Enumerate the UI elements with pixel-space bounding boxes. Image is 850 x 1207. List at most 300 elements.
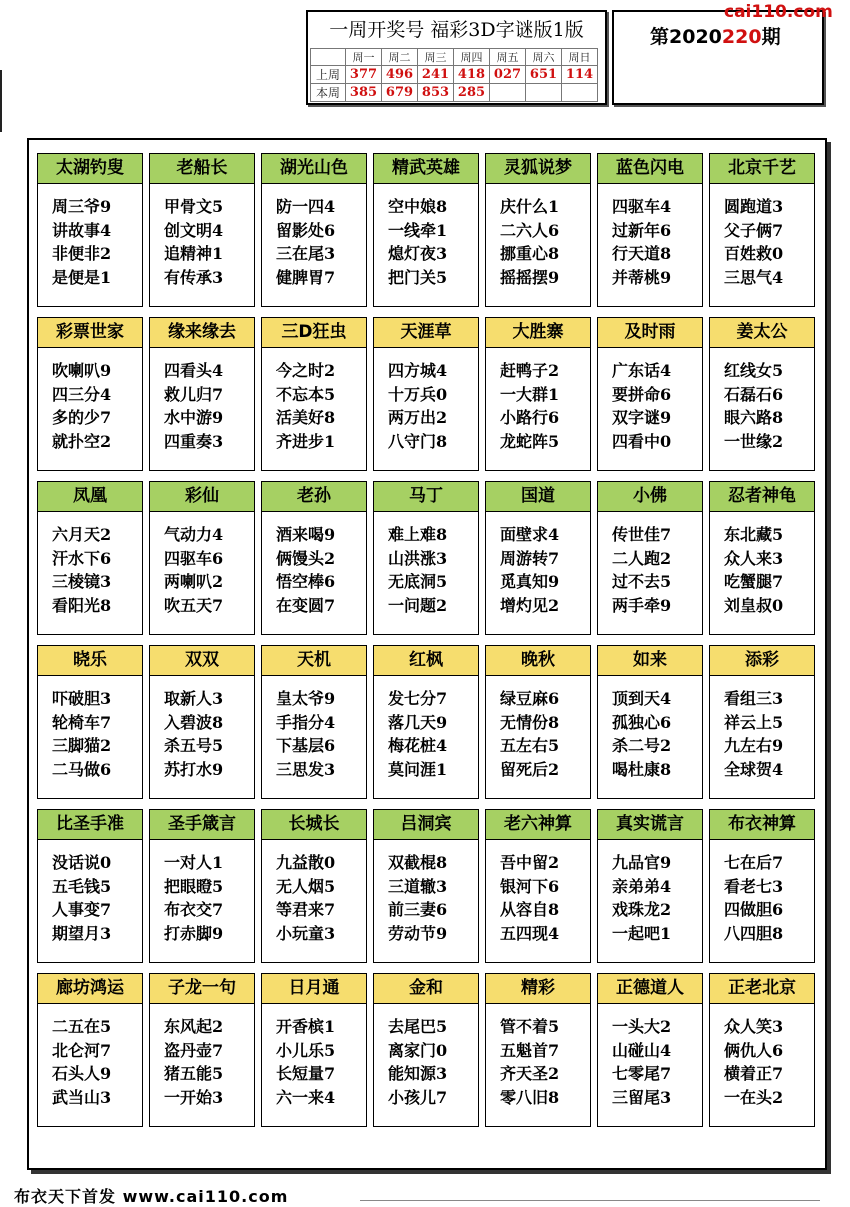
riddle-line: 觅真知9: [500, 572, 560, 591]
issue-number: 第2020220期: [650, 26, 781, 48]
riddle-line: 一问题2: [388, 595, 448, 615]
riddle-cell: [709, 973, 815, 1127]
cell-title: 忍者神龟: [710, 482, 814, 512]
riddle-cell: [149, 153, 255, 307]
riddle-line: 二六人6: [500, 220, 560, 240]
cell-title: 布衣神算: [710, 810, 814, 840]
riddle-line: 两手牵9: [612, 595, 672, 615]
cell-title: 及时雨: [598, 318, 702, 348]
riddle-line: 传世佳7: [612, 525, 672, 544]
cell-title: 湖光山色: [262, 154, 366, 184]
riddle-line: 龙蛇阵5: [500, 431, 560, 451]
riddle-cell: [149, 973, 255, 1127]
riddle-line: 面壁求4: [500, 525, 560, 544]
draw-number: [562, 84, 598, 102]
riddle-line: 长短量7: [276, 1064, 336, 1083]
riddle-cell: [485, 481, 591, 635]
riddle-line: 盗丹壶7: [164, 1040, 224, 1060]
cell-title: 双双: [150, 646, 254, 676]
riddle-line: 五四现4: [500, 923, 560, 943]
riddle-lines: [724, 687, 783, 781]
riddle-line: 一头大2: [612, 1017, 672, 1036]
riddle-line: 吃蟹腿7: [724, 572, 784, 591]
riddle-line: 难上难8: [388, 525, 448, 544]
riddle-cell: [37, 645, 143, 799]
draw-number: 853: [418, 84, 454, 102]
riddle-line: 四三分4: [52, 384, 112, 404]
riddle-cell: [373, 645, 479, 799]
issue-highlight: 220: [721, 26, 762, 48]
day-label: 周二: [382, 49, 418, 66]
draw-number: 285: [454, 84, 490, 102]
riddle-cell: [373, 973, 479, 1127]
riddle-line: 俩馒头2: [276, 548, 336, 568]
riddle-line: 二马做6: [52, 759, 112, 779]
day-label: 周四: [454, 49, 490, 66]
riddle-line: 入碧波8: [164, 712, 224, 732]
riddle-line: 酒来喝9: [276, 525, 336, 544]
cell-title: 国道: [486, 482, 590, 512]
riddle-cell: [261, 809, 367, 963]
panel-title: 一周开奖号 福彩3D字谜版1版: [329, 19, 584, 41]
riddle-line: 人事变7: [52, 900, 112, 919]
riddle-lines: [164, 851, 223, 945]
riddle-line: 一在头2: [724, 1087, 784, 1107]
cell-title: 太湖钓叟: [38, 154, 142, 184]
last-week-label: 上周: [311, 66, 346, 84]
riddle-line: 开香槟1: [276, 1017, 336, 1036]
riddle-cell: [485, 317, 591, 471]
riddle-line: 庆什么1: [500, 197, 560, 216]
riddle-line: 八守门8: [388, 431, 448, 451]
riddle-line: 去尾巴5: [388, 1017, 448, 1036]
riddle-line: 看老七3: [724, 876, 784, 896]
riddle-line: 八四胆8: [724, 923, 784, 943]
riddle-line: 没话说0: [52, 853, 112, 872]
riddle-line: 红线女5: [724, 361, 784, 380]
riddle-line: 圆跑道3: [724, 197, 784, 216]
riddle-line: 三留尾3: [612, 1087, 672, 1107]
riddle-line: 莫问涯1: [388, 759, 448, 779]
riddle-lines: [164, 195, 223, 289]
riddle-line: 四看头4: [164, 361, 224, 380]
riddle-lines: [612, 195, 671, 289]
riddle-line: 杀五号5: [164, 736, 224, 755]
riddle-line: 二人跑2: [612, 548, 672, 568]
riddle-cell: [597, 809, 703, 963]
riddle-line: 无情份8: [500, 712, 560, 732]
riddle-line: 汗水下6: [52, 548, 112, 568]
riddle-line: 劳动节9: [388, 923, 448, 943]
riddle-line: 五左右5: [500, 736, 560, 755]
riddle-line: 九益散0: [276, 853, 336, 872]
riddle-lines: [500, 195, 559, 289]
riddle-line: 一大群1: [500, 384, 560, 404]
riddle-line: 六月天2: [52, 525, 112, 544]
day-label: 周六: [526, 49, 562, 66]
riddle-cell: [597, 973, 703, 1127]
riddle-line: 期望月3: [52, 923, 112, 943]
riddle-lines: [612, 851, 671, 945]
riddle-lines: [164, 523, 223, 617]
riddle-line: 杀二号2: [612, 736, 672, 755]
riddle-line: 过新年6: [612, 220, 672, 240]
cell-title: 精武英雄: [374, 154, 478, 184]
riddle-line: 两喇叭2: [164, 572, 224, 591]
riddle-line: 留影处6: [276, 220, 336, 240]
riddle-line: 七在后7: [724, 853, 784, 872]
cell-title: 马丁: [374, 482, 478, 512]
cell-title: 凤凰: [38, 482, 142, 512]
cell-title: 正老北京: [710, 974, 814, 1004]
riddle-cell: [485, 153, 591, 307]
riddle-lines: [612, 687, 671, 781]
riddle-line: 打赤脚9: [164, 923, 224, 943]
riddle-lines: [388, 687, 447, 781]
riddle-line: 挪重心8: [500, 244, 560, 263]
riddle-line: 祥云上5: [724, 712, 784, 732]
riddle-line: 过不去5: [612, 572, 672, 591]
riddle-line: 东北藏5: [724, 525, 784, 544]
day-label: 周五: [490, 49, 526, 66]
riddle-line: 非便非2: [52, 244, 112, 263]
riddle-line: 等君来7: [276, 900, 336, 919]
riddle-line: 绿豆麻6: [500, 689, 560, 708]
riddle-line: 孤独心6: [612, 712, 672, 732]
cell-title: 缘来缘去: [150, 318, 254, 348]
riddle-line: 横着正7: [724, 1064, 784, 1083]
riddle-lines: [500, 523, 559, 617]
site-logo[interactable]: cai110.com: [724, 2, 833, 22]
riddle-line: 看阳光8: [52, 595, 112, 615]
riddle-lines: [388, 851, 447, 945]
riddle-line: 周游转7: [500, 548, 560, 568]
riddle-line: 四看中0: [612, 431, 672, 451]
riddle-line: 银河下6: [500, 876, 560, 896]
riddle-lines: [276, 359, 335, 453]
riddle-lines: [276, 195, 335, 289]
riddle-cell: [261, 481, 367, 635]
riddle-line: 七零尾7: [612, 1064, 672, 1083]
riddle-line: 甲骨文5: [164, 197, 224, 216]
cell-title: 晓乐: [38, 646, 142, 676]
riddle-line: 增灼见2: [500, 595, 560, 615]
cell-title: 三D狂虫: [262, 318, 366, 348]
riddle-line: 能知源3: [388, 1064, 448, 1083]
draw-number: 418: [454, 66, 490, 84]
riddle-line: 水中游9: [164, 408, 224, 427]
riddle-line: 发七分7: [388, 689, 448, 708]
riddle-line: 留死后2: [500, 759, 560, 779]
cell-title: 圣手箴言: [150, 810, 254, 840]
riddle-line: 创文明4: [164, 220, 224, 240]
riddle-lines: [724, 359, 783, 453]
riddle-line: 落几天9: [388, 712, 448, 732]
riddle-line: 亲弟弟4: [612, 876, 672, 896]
riddle-line: 在变圆7: [276, 595, 336, 615]
riddle-line: 三思发3: [276, 759, 336, 779]
riddle-line: 小玩童3: [276, 923, 336, 943]
left-edge-line: [0, 70, 2, 132]
riddle-cell: [709, 317, 815, 471]
riddle-line: 俩仇人6: [724, 1040, 784, 1060]
cell-title: 小佛: [598, 482, 702, 512]
riddle-lines: [52, 851, 111, 945]
this-week-label: 本周: [311, 84, 346, 102]
riddle-line: 前三妻6: [388, 900, 448, 919]
riddle-line: 全球贺4: [724, 759, 784, 779]
cell-title: 红枫: [374, 646, 478, 676]
riddle-cell: [485, 645, 591, 799]
cell-title: 日月通: [262, 974, 366, 1004]
riddle-cell: [597, 317, 703, 471]
riddle-line: 两万出2: [388, 408, 448, 427]
cell-title: 比圣手准: [38, 810, 142, 840]
riddle-cell: [373, 317, 479, 471]
riddle-cell: [149, 809, 255, 963]
riddle-line: 一起吧1: [612, 923, 672, 943]
riddle-lines: [388, 359, 447, 453]
day-label: 周日: [562, 49, 598, 66]
riddle-line: 广东话4: [612, 361, 672, 380]
riddle-lines: [388, 1015, 447, 1109]
riddle-line: 不忘本5: [276, 384, 336, 404]
riddle-line: 北仑河7: [52, 1040, 112, 1060]
riddle-line: 四驱车4: [612, 197, 672, 216]
riddle-line: 一开始3: [164, 1087, 224, 1107]
riddle-line: 取新人3: [164, 689, 224, 708]
riddle-line: 五毛钱5: [52, 876, 112, 896]
last-week-row: [311, 66, 598, 84]
riddle-line: 赶鸭子2: [500, 361, 560, 380]
riddle-cell: [709, 153, 815, 307]
riddle-line: 石磊石6: [724, 384, 784, 404]
riddle-cell: [597, 645, 703, 799]
riddle-line: 有传承3: [164, 267, 224, 287]
draw-number: 114: [562, 66, 598, 84]
riddle-line: 五魁首7: [500, 1040, 560, 1060]
riddle-line: 把门关5: [388, 267, 448, 287]
cell-title: 彩票世家: [38, 318, 142, 348]
riddle-line: 离家门0: [388, 1040, 448, 1060]
riddle-lines: [164, 1015, 223, 1109]
riddle-cell: [485, 809, 591, 963]
riddle-line: 小孩儿7: [388, 1087, 448, 1107]
draw-number: 027: [490, 66, 526, 84]
riddle-cell: [373, 809, 479, 963]
riddle-line: 三道辙3: [388, 876, 448, 896]
riddle-line: 喝杜康8: [612, 759, 672, 779]
riddle-line: 就扑空2: [52, 431, 112, 451]
riddle-cell: [261, 645, 367, 799]
riddle-line: 救儿归7: [164, 384, 224, 404]
cell-title: 灵狐说梦: [486, 154, 590, 184]
riddle-line: 百姓救0: [724, 244, 784, 263]
riddle-lines: [612, 1015, 671, 1109]
cell-title: 彩仙: [150, 482, 254, 512]
riddle-line: 眼六路8: [724, 408, 784, 427]
riddle-cell: [261, 317, 367, 471]
cell-title: 老六神算: [486, 810, 590, 840]
riddle-lines: [612, 359, 671, 453]
riddle-line: 无底洞5: [388, 572, 448, 591]
riddle-line: 三棱镜3: [52, 572, 112, 591]
riddle-cell: [373, 481, 479, 635]
riddle-lines: [500, 359, 559, 453]
draw-number: 377: [346, 66, 382, 84]
riddle-line: 众人笑3: [724, 1017, 784, 1036]
riddle-line: 从容自8: [500, 900, 560, 919]
riddle-cell: [709, 809, 815, 963]
cell-title: 天涯草: [374, 318, 478, 348]
riddle-line: 众人来3: [724, 548, 784, 568]
riddle-line: 吹喇叭9: [52, 361, 112, 380]
draw-number: 679: [382, 84, 418, 102]
riddle-line: 手指分4: [276, 712, 336, 732]
cell-title: 大胜寨: [486, 318, 590, 348]
weekly-draw-panel: [306, 10, 607, 105]
riddle-lines: [388, 523, 447, 617]
riddle-line: 多的少7: [52, 408, 112, 427]
riddle-line: 六一来4: [276, 1087, 336, 1107]
riddle-line: 一世缘2: [724, 431, 784, 451]
riddle-cell: [485, 973, 591, 1127]
riddle-line: 管不着5: [500, 1017, 560, 1036]
riddle-lines: [52, 523, 111, 617]
cell-title: 北京千艺: [710, 154, 814, 184]
riddle-line: 布衣交7: [164, 900, 224, 919]
riddle-line: 气动力4: [164, 525, 224, 544]
draw-number: [526, 84, 562, 102]
riddle-line: 摇摇摆9: [500, 267, 560, 287]
riddle-lines: [500, 687, 559, 781]
riddle-line: 猪五能5: [164, 1064, 224, 1083]
draw-number: 241: [418, 66, 454, 84]
riddle-lines: [164, 687, 223, 781]
cell-title: 蓝色闪电: [598, 154, 702, 184]
cell-title: 晚秋: [486, 646, 590, 676]
riddle-line: 健脾胃7: [276, 267, 336, 287]
riddle-line: 小路行6: [500, 408, 560, 427]
riddle-line: 零八旧8: [500, 1087, 560, 1107]
riddle-line: 无人烟5: [276, 876, 336, 896]
riddle-lines: [276, 851, 335, 945]
riddle-line: 悟空棒6: [276, 572, 336, 591]
riddle-line: 父子俩7: [724, 220, 784, 240]
riddle-line: 活美好8: [276, 408, 336, 427]
draw-number: 385: [346, 84, 382, 102]
riddle-cell: [709, 481, 815, 635]
riddle-line: 下基层6: [276, 736, 336, 755]
riddle-cell: [149, 645, 255, 799]
riddle-line: 九左右9: [724, 736, 784, 755]
riddle-line: 东风起2: [164, 1017, 224, 1036]
riddle-lines: [52, 359, 111, 453]
riddle-line: 双字谜9: [612, 408, 672, 427]
riddle-line: 石头人9: [52, 1064, 112, 1083]
riddle-line: 梅花桩4: [388, 736, 448, 755]
riddle-line: 周三爷9: [52, 197, 112, 216]
draw-number: 651: [526, 66, 562, 84]
riddle-cell: [709, 645, 815, 799]
riddle-line: 把眼瞪5: [164, 876, 224, 896]
cell-title: 吕洞宾: [374, 810, 478, 840]
day-label: 周三: [418, 49, 454, 66]
riddle-line: 一对人1: [164, 853, 224, 872]
riddle-lines: [52, 1015, 111, 1109]
riddle-line: 是便是1: [52, 267, 112, 287]
riddle-cell: [261, 973, 367, 1127]
riddle-line: 看组三3: [724, 689, 784, 708]
this-week-row: [311, 84, 598, 102]
cell-title: 精彩: [486, 974, 590, 1004]
riddle-line: 三思气4: [724, 267, 784, 287]
weekly-draw-table: [310, 48, 598, 102]
riddle-line: 吹五天7: [164, 595, 224, 615]
riddle-line: 武当山3: [52, 1087, 112, 1107]
riddle-cell: [597, 481, 703, 635]
cell-title: 老船长: [150, 154, 254, 184]
riddle-lines: [52, 687, 111, 781]
riddle-lines: [276, 1015, 335, 1109]
riddle-line: 追精神1: [164, 244, 224, 263]
riddle-line: 十万兵0: [388, 384, 448, 404]
riddle-lines: [612, 523, 671, 617]
riddle-cell: [37, 973, 143, 1127]
cell-title: 添彩: [710, 646, 814, 676]
cell-title: 金和: [374, 974, 478, 1004]
riddle-line: 戏珠龙2: [612, 900, 672, 919]
riddle-lines: [500, 851, 559, 945]
cell-title: 如来: [598, 646, 702, 676]
riddle-line: 轮椅车7: [52, 712, 112, 732]
riddle-line: 齐进步1: [276, 431, 336, 451]
riddle-line: 四重奏3: [164, 431, 224, 451]
riddle-line: 并蒂桃9: [612, 267, 672, 287]
riddle-line: 防一四4: [276, 197, 336, 216]
footer-credit: 布衣天下首发 www.cai110.com: [14, 1187, 289, 1206]
riddle-lines: [724, 851, 783, 945]
riddle-grid: [27, 138, 827, 1170]
cell-title: 廊坊鸿运: [38, 974, 142, 1004]
riddle-line: 三脚猫2: [52, 736, 112, 755]
riddle-line: 顶到天4: [612, 689, 672, 708]
riddle-lines: [724, 195, 783, 289]
riddle-line: 九品官9: [612, 853, 672, 872]
cell-title: 老孙: [262, 482, 366, 512]
riddle-line: 刘皇叔0: [724, 595, 784, 615]
riddle-lines: [276, 523, 335, 617]
footer-divider: [360, 1200, 820, 1201]
day-label: 周一: [346, 49, 382, 66]
cell-title: 子龙一句: [150, 974, 254, 1004]
cell-title: 姜太公: [710, 318, 814, 348]
riddle-lines: [388, 195, 447, 289]
riddle-line: 一线牵1: [388, 220, 448, 240]
riddle-line: 四方城4: [388, 361, 448, 380]
draw-number: 496: [382, 66, 418, 84]
riddle-line: 熄灯夜3: [388, 244, 448, 263]
riddle-cell: [37, 481, 143, 635]
riddle-line: 四做胆6: [724, 900, 784, 919]
riddle-cell: [149, 481, 255, 635]
issue-panel: [612, 10, 824, 105]
riddle-cell: [37, 153, 143, 307]
cell-title: 长城长: [262, 810, 366, 840]
draw-number: [490, 84, 526, 102]
riddle-line: 齐天圣2: [500, 1064, 560, 1083]
riddle-cell: [261, 153, 367, 307]
